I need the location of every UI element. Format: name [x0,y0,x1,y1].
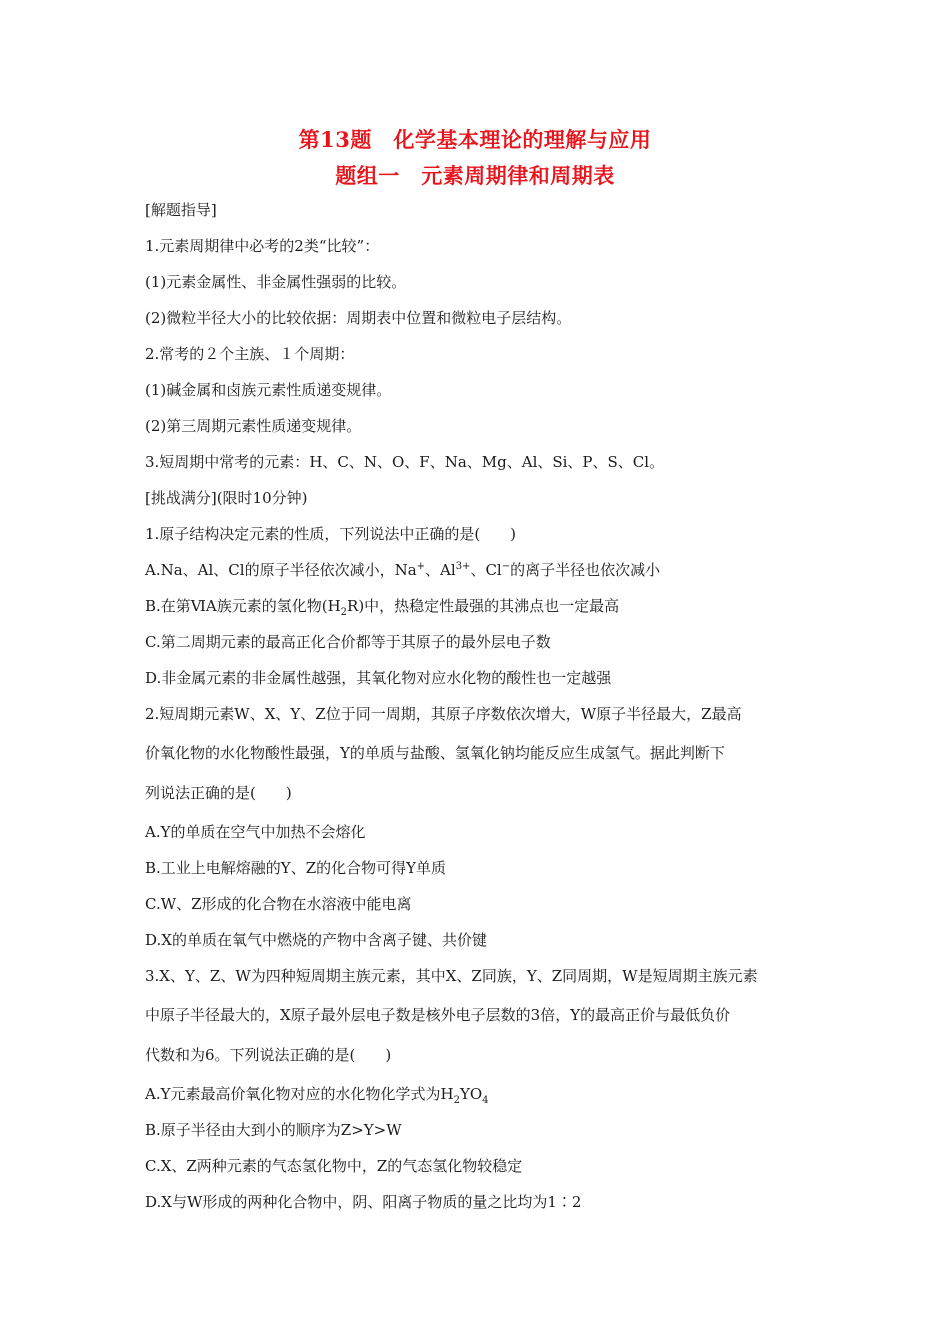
cl-charge: − [501,561,511,572]
page-subtitle: 题组一 元素周期律和周期表 [335,163,615,188]
guide-line: 2.常考的２个主族、１个周期： [145,345,355,363]
q3-a-text: YO [459,1085,483,1103]
guide-line: (2)第三周期元素性质递变规律。 [145,417,362,435]
q3-option-c: C.X、Z两种元素的气态氢化物中，Z的气态氢化物较稳定 [145,1157,523,1175]
q1-b-text: R)中，热稳定性最强的其沸点也一定最高 [347,597,620,615]
challenge-header: [挑战满分](限时10分钟) [145,489,308,507]
q3-stem: 代数和为6。下列说法正确的是( ) [145,1046,392,1064]
guide-header: [解题指导] [145,201,217,219]
q2-stem: 列说法正确的是( ) [145,784,292,802]
guide-line: 3.短周期中常考的元素：H、C、N、O、F、Na、Mg、Al、Si、P、S、Cl。 [145,453,665,471]
guide-line: (1)碱金属和卤族元素性质递变规律。 [145,381,392,399]
q2-stem: 价氧化物的水化物酸性最强，Y的单质与盐酸、氢氧化钠均能反应生成氢气。据此判断下 [145,744,725,762]
q1-option-d: D.非金属元素的非金属性越强，其氧化物对应水化物的酸性也一定越强 [145,669,612,687]
o4-subscript: 4 [482,1095,489,1106]
q3-stem: 3.X、Y、Z、W为四种短周期主族元素，其中X、Z同族，Y、Z同周期，W是短周期主族元素 [145,967,758,985]
guide-line: 1.元素周期律中必考的2类“比较”： [145,237,380,255]
q1-option-c: C.第二周期元素的最高正化合价都等于其原子的最外层电子数 [145,633,551,651]
q2-option-d: D.X的单质在氧气中燃烧的产物中含离子键、共价键 [145,931,487,949]
q1-a-text: 的离子半径也依次减小 [510,561,661,579]
q1-option-b [145,596,815,616]
q2-option-b: B.工业上电解熔融的Y、Z的化合物可得Y单质 [145,859,447,877]
q3-option-a [145,1084,815,1104]
page-title: 第13题 化学基本理论的理解与应用 [298,127,652,152]
q1-b-text: B.在第ⅥA族元素的氢化物(H [145,597,341,615]
na-charge: + [416,561,426,572]
h2-subscript: 2 [453,1095,460,1106]
q3-option-d: D.X与W形成的两种化合物中，阴、阳离子物质的量之比均为1∶2 [145,1193,582,1211]
guide-line: (2)微粒半径大小的比较依据：周期表中位置和微粒电子层结构。 [145,309,572,327]
q2-option-c: C.W、Z形成的化合物在水溶液中能电离 [145,895,412,913]
q1-option-a [145,560,815,580]
q3-stem: 中原子半径最大的，X原子最外层电子数是核外电子层数的3倍，Y的最高正价与最低负价 [145,1006,731,1024]
h2r-subscript: 2 [340,607,348,618]
al-charge: 3+ [455,561,471,572]
q2-option-a: A.Y的单质在空气中加热不会熔化 [145,823,366,841]
q3-a-text: A.Y元素最高价氧化物对应的水化物化学式为H [145,1085,454,1103]
q1-a-text: 、Cl [470,561,502,579]
q2-stem: 2.短周期元素W、X、Y、Z位于同一周期，其原子序数依次增大，W原子半径最大，Z最高 [145,705,742,723]
q1-stem: 1.原子结构决定元素的性质，下列说法中正确的是( ) [145,525,517,543]
q1-a-text: 、Al [425,561,456,579]
q1-a-text: A.Na、Al、Cl的原子半径依次减小，Na [145,561,417,579]
q3-option-b: B.原子半径由大到小的顺序为Z>Y>W [145,1121,402,1139]
guide-line: (1)元素金属性、非金属性强弱的比较。 [145,273,407,291]
